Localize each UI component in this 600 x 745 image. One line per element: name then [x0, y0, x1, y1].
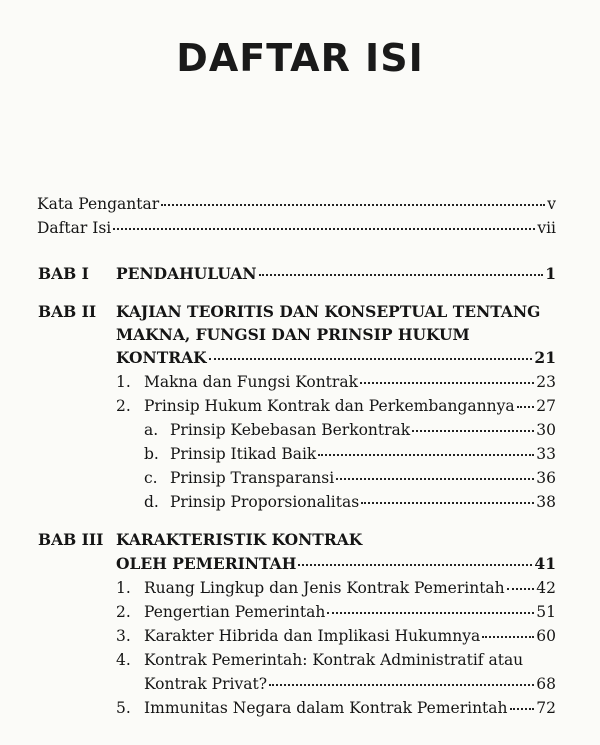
- toc-page-number: 33: [536, 445, 556, 463]
- toc-entry-label: Prinsip Kebebasan Berkontrak: [170, 421, 411, 439]
- item-number: 2.: [116, 603, 131, 621]
- toc-page-number: 42: [536, 579, 556, 597]
- dot-leader: [336, 477, 534, 480]
- toc-entry[interactable]: [144, 674, 556, 694]
- toc-page-number: 41: [534, 554, 556, 573]
- toc-subentry[interactable]: [144, 468, 556, 488]
- toc-entry-label: Prinsip Hukum Kontrak dan Perkembangannya: [144, 397, 515, 415]
- toc-entry-kata-pengantar[interactable]: [37, 194, 556, 214]
- toc-entry-label: Prinsip Proporsionalitas: [170, 493, 360, 511]
- item-number: 4.: [116, 651, 131, 669]
- toc-entry[interactable]: [116, 372, 556, 392]
- toc-entry-daftar-isi[interactable]: [37, 218, 556, 238]
- toc-page-number: 68: [536, 675, 556, 693]
- toc-subentry[interactable]: [144, 492, 556, 512]
- toc-entry-label: Immunitas Negara dalam Kontrak Pemerintah: [144, 699, 508, 717]
- toc-entry[interactable]: [116, 626, 556, 646]
- toc-page-number: vii: [537, 219, 556, 237]
- item-number: 2.: [116, 397, 131, 415]
- dot-leader: [318, 453, 534, 456]
- toc-subentry[interactable]: [144, 420, 556, 440]
- toc-page-number: 23: [536, 373, 556, 391]
- toc-entry-label: Pengertian Pemerintah: [144, 603, 326, 621]
- chapter-title-line: MAKNA, FUNGSI DAN PRINSIP HUKUM: [116, 325, 470, 344]
- chapter-title: PENDAHULUAN: [116, 264, 257, 283]
- toc-entry-label: Prinsip Itikad Baik: [170, 445, 317, 463]
- chapter-number: BAB II: [38, 302, 97, 321]
- item-letter: a.: [144, 421, 159, 439]
- item-letter: b.: [144, 445, 159, 463]
- dot-leader: [412, 429, 534, 432]
- chapter-number: BAB I: [38, 264, 89, 283]
- toc-entry[interactable]: [116, 602, 556, 622]
- chapter-title-line: KAJIAN TEORITIS DAN KONSEPTUAL TENTANG: [116, 302, 541, 321]
- toc-entry-label: Kontrak Pemerintah: Kontrak Administratif atau: [144, 651, 524, 669]
- chapter-title-line: KONTRAK: [116, 348, 207, 367]
- toc-page-number: 21: [534, 348, 556, 367]
- dot-leader: [113, 227, 535, 230]
- chapter-title-line: OLEH PEMERINTAH: [116, 554, 297, 573]
- chapter-title-line: KARAKTERISTIK KONTRAK: [116, 530, 363, 549]
- toc-entry-label: Karakter Hibrida dan Implikasi Hukumnya: [144, 627, 481, 645]
- toc-entry[interactable]: [116, 698, 556, 718]
- toc-entry-label: Kata Pengantar: [37, 195, 160, 213]
- toc-page-number: 27: [536, 397, 556, 415]
- toc-entry[interactable]: [116, 578, 556, 598]
- dot-leader: [360, 381, 534, 384]
- toc-entry-bab-3[interactable]: [116, 554, 556, 574]
- toc-entry-label: Prinsip Transparansi: [170, 469, 335, 487]
- toc-entry-label: Daftar Isi: [37, 219, 112, 237]
- toc-page-number: 30: [536, 421, 556, 439]
- toc-page-number: 36: [536, 469, 556, 487]
- item-number: 3.: [116, 627, 131, 645]
- toc-entry-label: Makna dan Fungsi Kontrak: [144, 373, 358, 391]
- item-letter: c.: [144, 469, 158, 487]
- dot-leader: [482, 635, 534, 638]
- toc-page-number: v: [547, 195, 556, 213]
- dot-leader: [517, 405, 535, 408]
- dot-leader: [209, 357, 533, 360]
- toc-entry-bab-1[interactable]: [116, 264, 556, 284]
- page-title: DAFTAR ISI: [176, 36, 424, 80]
- item-number: 1.: [116, 373, 131, 391]
- dot-leader: [510, 707, 535, 710]
- toc-page-number: 1: [545, 264, 556, 283]
- toc-subentry[interactable]: [144, 444, 556, 464]
- item-number: 5.: [116, 699, 131, 717]
- toc-entry-line: [116, 650, 523, 670]
- dot-leader: [361, 501, 534, 504]
- toc-page-number: 72: [536, 699, 556, 717]
- dot-leader: [269, 683, 534, 686]
- toc-entry-label: Kontrak Privat?: [144, 675, 268, 693]
- toc-entry-label: Ruang Lingkup dan Jenis Kontrak Pemerintah: [144, 579, 505, 597]
- toc-page-number: 38: [536, 493, 556, 511]
- dot-leader: [327, 611, 534, 614]
- dot-leader: [507, 587, 535, 590]
- dot-leader: [161, 203, 545, 206]
- dot-leader: [298, 563, 532, 566]
- dot-leader: [259, 273, 544, 276]
- toc-page-number: 51: [536, 603, 556, 621]
- chapter-number: BAB III: [38, 530, 104, 549]
- item-letter: d.: [144, 493, 159, 511]
- toc-entry-bab-2[interactable]: [116, 348, 556, 368]
- toc-page-number: 60: [536, 627, 556, 645]
- item-number: 1.: [116, 579, 131, 597]
- toc-entry[interactable]: [116, 396, 556, 416]
